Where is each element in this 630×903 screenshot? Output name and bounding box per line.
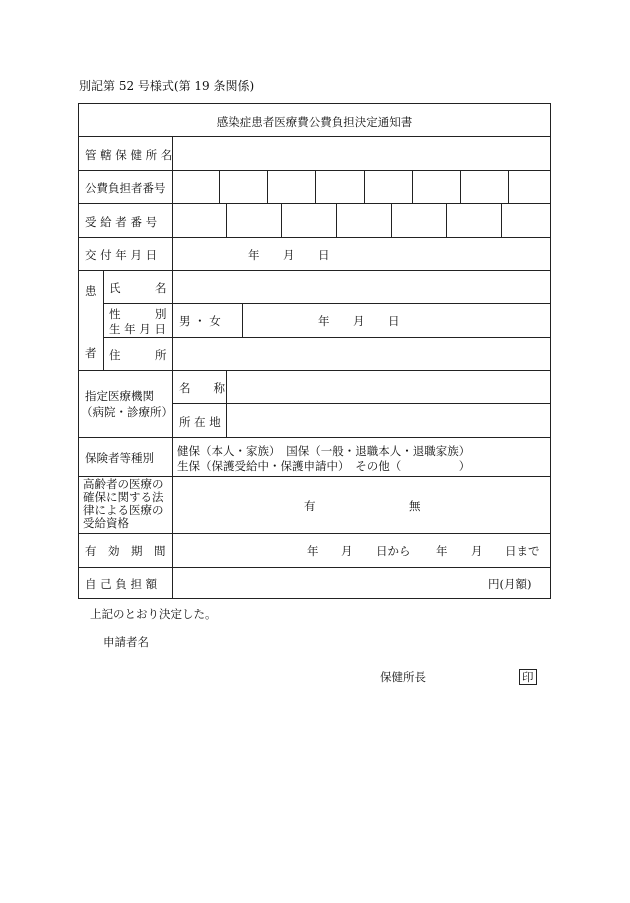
validity-to-day-unit: 日まで: [505, 544, 540, 558]
patient-name-label: 氏 名: [109, 281, 167, 295]
validity-from-day-unit: 日から: [376, 544, 411, 558]
institution-label: 指定医療機関: [85, 389, 154, 403]
decision-statement: 上記のとおり決定した。: [90, 607, 217, 621]
sex-options: 男 ・ 女: [179, 314, 221, 328]
institution-name-label: 名 称: [179, 381, 225, 395]
elderly-yes-option: 有: [304, 499, 316, 513]
copay-unit: 円(月額): [488, 577, 532, 591]
issue-year-unit: 年: [248, 248, 260, 262]
validity-to-month-unit: 月: [471, 544, 483, 558]
elderly-care-label: 高齢者の医療の 確保に関する法 律による医療の 受給資格: [83, 477, 164, 530]
birth-year-unit: 年: [318, 314, 330, 328]
issue-month-unit: 月: [283, 248, 295, 262]
issue-day-unit: 日: [318, 248, 330, 262]
birth-month-unit: 月: [353, 314, 365, 328]
insurer-options-line-1: 健保（本人・家族） 国保（一般・退職本人・退職家族）: [177, 444, 471, 458]
recipient-number-label: 受 給 者 番 号: [85, 215, 158, 229]
validity-from-month-unit: 月: [341, 544, 353, 558]
seal-mark: 印: [519, 669, 537, 685]
form-title: 感染症患者医療費公費負担決定通知書: [216, 115, 413, 129]
insurer-type-label: 保険者等種別: [85, 451, 154, 465]
health-center-label: 管 轄 保 健 所 名: [85, 148, 173, 162]
copay-label: 自 己 負 担 額: [85, 577, 158, 591]
validity-from-year-unit: 年: [307, 544, 319, 558]
insurer-options-line-2: 生保（保護受給中・保護申請中） その他（ ）: [177, 459, 471, 473]
birth-day-unit: 日: [388, 314, 400, 328]
validity-to-year-unit: 年: [436, 544, 448, 558]
birth-date-label: 生 年 月 日: [109, 322, 166, 336]
notice-form: [78, 103, 551, 599]
issue-date-label: 交 付 年 月 日: [85, 248, 158, 262]
patient-side-label-top: 患: [85, 284, 97, 298]
applicant-name-label: 申請者名: [103, 635, 149, 649]
patient-side-label-bottom: 者: [85, 346, 97, 360]
institution-address-label: 所 在 地: [179, 415, 221, 429]
validity-period-label: 有 効 期 間: [85, 544, 166, 558]
health-center-director: 保健所長: [380, 670, 426, 684]
institution-type-label: （病院・診療所）: [81, 405, 173, 419]
payer-number-label: 公費負担者番号: [85, 181, 166, 195]
sex-label: 性 別: [109, 307, 167, 321]
patient-address-label: 住 所: [109, 348, 167, 362]
form-reference: 別記第 52 号様式(第 19 条関係): [79, 79, 255, 93]
elderly-no-option: 無: [409, 499, 421, 513]
